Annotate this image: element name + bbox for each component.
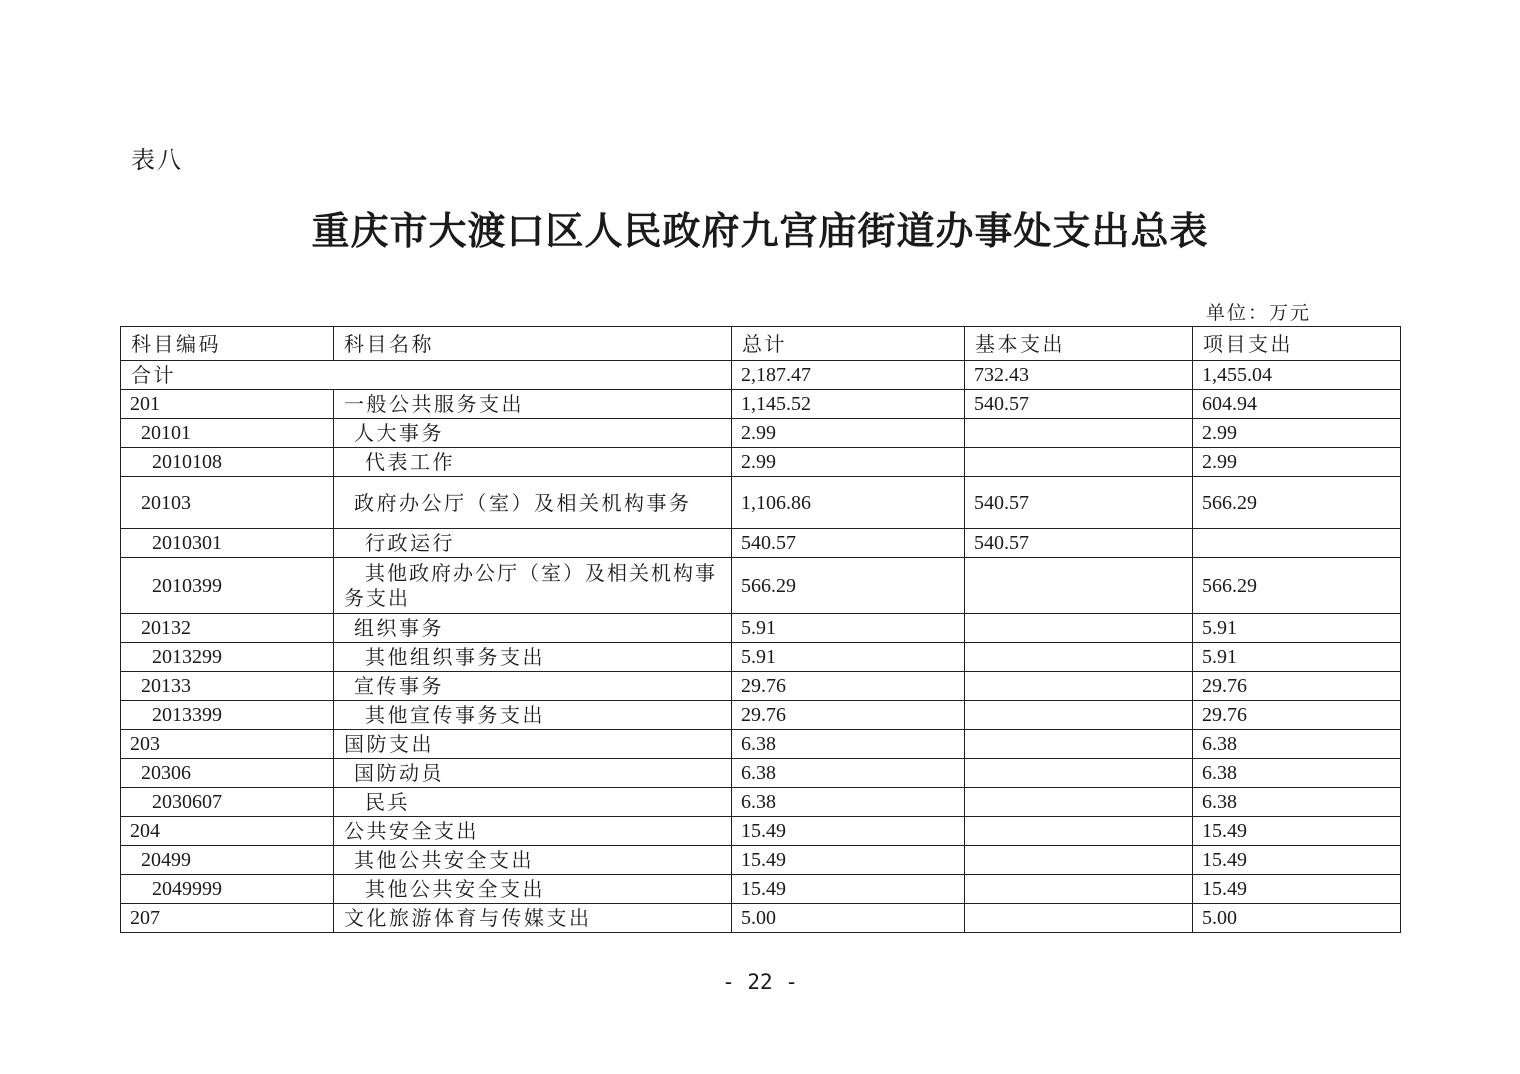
basic-cell: 732.43 [965,361,1193,390]
name-cell: 一般公共服务支出 [334,390,732,419]
code-cell: 20103 [121,477,334,529]
code-cell: 2013299 [121,643,334,672]
total-label: 合计 [121,361,732,390]
project-cell: 6.38 [1193,730,1401,759]
code-cell: 207 [121,904,334,933]
unit-label: 单位：万元 [1206,302,1312,324]
project-cell: 29.76 [1193,672,1401,701]
project-cell: 2.99 [1193,448,1401,477]
code-cell: 20306 [121,759,334,788]
header-total: 总计 [732,327,965,361]
header-basic: 基本支出 [965,327,1193,361]
table-row [121,730,1401,759]
total-cell: 2,187.47 [732,361,965,390]
name-cell: 其他公共安全支出 [334,875,732,904]
table-header-row [121,327,1401,361]
name-cell: 行政运行 [334,529,732,558]
basic-cell [965,875,1193,904]
table-row [121,419,1401,448]
total-cell: 566.29 [732,558,965,614]
table-row [121,875,1401,904]
total-cell: 29.76 [732,701,965,730]
code-cell: 20499 [121,846,334,875]
page-number: - 22 - [722,970,798,994]
code-cell: 203 [121,730,334,759]
name-cell: 民兵 [334,788,732,817]
basic-cell [965,558,1193,614]
total-cell: 15.49 [732,875,965,904]
project-cell: 1,455.04 [1193,361,1401,390]
basic-cell [965,701,1193,730]
total-cell: 1,106.86 [732,477,965,529]
name-cell: 政府办公厅（室）及相关机构事务 [334,477,732,529]
table-row [121,390,1401,419]
table-row [121,788,1401,817]
header-project: 项目支出 [1193,327,1401,361]
project-cell: 6.38 [1193,788,1401,817]
basic-cell [965,419,1193,448]
name-cell: 其他公共安全支出 [334,846,732,875]
total-cell: 6.38 [732,759,965,788]
total-cell: 2.99 [732,448,965,477]
basic-cell [965,788,1193,817]
total-cell: 29.76 [732,672,965,701]
total-cell: 2.99 [732,419,965,448]
basic-cell: 540.57 [965,477,1193,529]
code-cell: 20101 [121,419,334,448]
table-row [121,448,1401,477]
total-cell: 15.49 [732,846,965,875]
total-cell: 1,145.52 [732,390,965,419]
table-row [121,529,1401,558]
code-cell: 2010301 [121,529,334,558]
code-cell: 2010399 [121,558,334,614]
table-row [121,477,1401,529]
total-cell: 15.49 [732,817,965,846]
table-row [121,643,1401,672]
code-cell: 2013399 [121,701,334,730]
basic-cell [965,643,1193,672]
total-cell: 5.91 [732,614,965,643]
table-row [121,614,1401,643]
name-cell: 代表工作 [334,448,732,477]
table-row [121,701,1401,730]
code-cell: 20132 [121,614,334,643]
project-cell: 15.49 [1193,817,1401,846]
basic-cell [965,614,1193,643]
total-cell: 5.91 [732,643,965,672]
basic-cell: 540.57 [965,390,1193,419]
project-cell: 604.94 [1193,390,1401,419]
table-row [121,558,1401,614]
name-cell: 公共安全支出 [334,817,732,846]
project-cell: 5.00 [1193,904,1401,933]
header-code: 科目编码 [121,327,334,361]
basic-cell [965,448,1193,477]
table-row [121,846,1401,875]
code-cell: 201 [121,390,334,419]
basic-cell [965,730,1193,759]
basic-cell [965,759,1193,788]
table-row [121,672,1401,701]
table-row [121,759,1401,788]
name-cell: 人大事务 [334,419,732,448]
code-cell: 20133 [121,672,334,701]
basic-cell [965,904,1193,933]
basic-cell: 540.57 [965,529,1193,558]
name-cell: 其他宣传事务支出 [334,701,732,730]
project-cell: 6.38 [1193,759,1401,788]
project-cell [1193,529,1401,558]
name-cell: 组织事务 [334,614,732,643]
total-row [121,361,1401,390]
project-cell: 5.91 [1193,643,1401,672]
code-cell: 2049999 [121,875,334,904]
table-row [121,817,1401,846]
total-cell: 6.38 [732,730,965,759]
page-title: 重庆市大渡口区人民政府九宫庙街道办事处支出总表 [311,208,1209,253]
name-cell: 国防动员 [334,759,732,788]
total-cell: 6.38 [732,788,965,817]
header-name: 科目名称 [334,327,732,361]
code-cell: 2010108 [121,448,334,477]
name-cell: 国防支出 [334,730,732,759]
total-cell: 5.00 [732,904,965,933]
name-cell: 宣传事务 [334,672,732,701]
project-cell: 566.29 [1193,558,1401,614]
name-cell: 文化旅游体育与传媒支出 [334,904,732,933]
project-cell: 2.99 [1193,419,1401,448]
project-cell: 5.91 [1193,614,1401,643]
project-cell: 15.49 [1193,846,1401,875]
code-cell: 204 [121,817,334,846]
name-cell: 其他组织事务支出 [334,643,732,672]
name-cell: 其他政府办公厅（室）及相关机构事务支出 [334,558,732,614]
expenditure-table [120,326,1401,933]
project-cell: 29.76 [1193,701,1401,730]
project-cell: 566.29 [1193,477,1401,529]
table-label: 表八 [131,146,183,174]
total-cell: 540.57 [732,529,965,558]
code-cell: 2030607 [121,788,334,817]
basic-cell [965,817,1193,846]
basic-cell [965,846,1193,875]
project-cell: 15.49 [1193,875,1401,904]
basic-cell [965,672,1193,701]
table-row [121,904,1401,933]
